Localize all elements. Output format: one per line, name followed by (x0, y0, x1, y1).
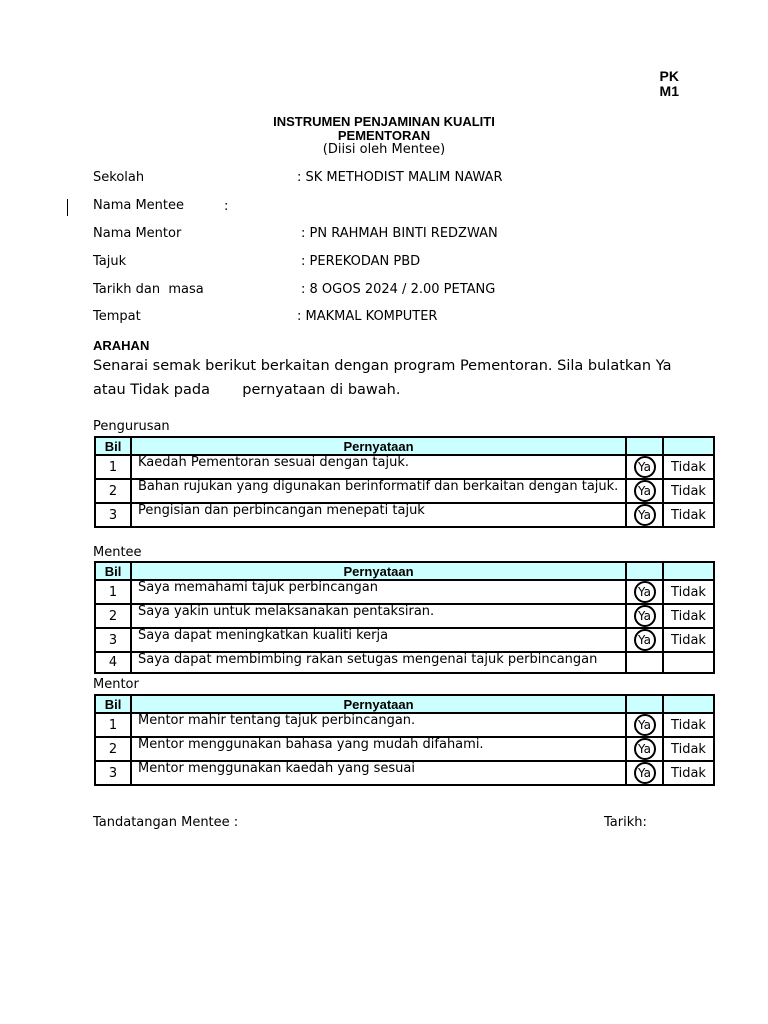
ya-circled: Ya (634, 714, 656, 736)
row-bil: 3 (95, 761, 131, 785)
row-bil: 3 (95, 503, 131, 527)
ya-circled: Ya (634, 581, 656, 603)
header-pernyataan: Pernyataan (131, 562, 626, 580)
field-value-nama-mentee: : (224, 199, 229, 214)
ya-circled: Ya (634, 762, 656, 784)
header-pernyataan: Pernyataan (131, 695, 626, 713)
row-statement: Saya dapat membimbing rakan setugas mengenai tajuk perbincangan (131, 652, 626, 673)
row-statement: Pengisian dan perbincangan menepati tajuk (131, 503, 626, 527)
tidak-option[interactable]: Tidak (663, 580, 714, 604)
tidak-option[interactable]: Tidak (663, 628, 714, 652)
table-header-row (95, 437, 714, 455)
header-tidak (663, 695, 714, 713)
table-row (95, 652, 714, 673)
table-row (95, 713, 714, 737)
header-bil: Bil (95, 437, 131, 455)
row-bil: 1 (95, 713, 131, 737)
tidak-option[interactable] (663, 652, 714, 673)
header-pernyataan: Pernyataan (131, 437, 626, 455)
arahan-line-1: Senarai semak berikut berkaitan dengan program Pementoran. Sila bulatkan Ya (93, 358, 672, 374)
field-label-tarikh-masa: Tarikh dan masa (93, 282, 204, 297)
tidak-option[interactable]: Tidak (663, 713, 714, 737)
row-bil: 1 (95, 455, 131, 479)
tidak-option[interactable]: Tidak (663, 737, 714, 761)
table-header-row (95, 695, 714, 713)
tidak-option[interactable]: Tidak (663, 455, 714, 479)
row-bil: 2 (95, 479, 131, 503)
table-mentor (94, 694, 715, 786)
table-mentee (94, 561, 715, 674)
ya-option[interactable] (626, 761, 663, 785)
ya-circled: Ya (634, 629, 656, 651)
ya-option[interactable] (626, 737, 663, 761)
table-row (95, 479, 714, 503)
row-statement: Kaedah Pementoran sesuai dengan tajuk. (131, 455, 626, 479)
field-value-tempat: : MAKMAL KOMPUTER (297, 309, 438, 324)
arahan-heading: ARAHAN (93, 338, 150, 353)
arahan-line-2: atau Tidak pada pernyataan di bawah. (93, 382, 401, 398)
ya-option[interactable] (626, 580, 663, 604)
row-statement: Mentor mahir tentang tajuk perbincangan. (131, 713, 626, 737)
field-label-tempat: Tempat (93, 309, 141, 324)
row-statement: Bahan rujukan yang digunakan berinformatif dan berkaitan dengan tajuk. (131, 479, 626, 503)
section-title-mentor: Mentor (93, 677, 139, 692)
header-bil: Bil (95, 562, 131, 580)
ya-circled: Ya (634, 456, 656, 478)
tidak-option[interactable]: Tidak (663, 761, 714, 785)
tidak-option[interactable]: Tidak (663, 479, 714, 503)
table-row (95, 503, 714, 527)
row-bil: 4 (95, 652, 131, 673)
field-value-tarikh-masa: : 8 OGOS 2024 / 2.00 PETANG (301, 282, 496, 297)
form-note: (Diisi oleh Mentee) (322, 142, 446, 157)
tidak-option[interactable]: Tidak (663, 604, 714, 628)
ya-option[interactable] (626, 604, 663, 628)
row-bil: 1 (95, 580, 131, 604)
table-row (95, 580, 714, 604)
tidak-option[interactable]: Tidak (663, 503, 714, 527)
section-title-mentee: Mentee (93, 545, 142, 560)
table-row (95, 761, 714, 785)
ya-option[interactable] (626, 652, 663, 673)
signature-label: Tandatangan Mentee : (93, 815, 239, 830)
field-value-tajuk: : PEREKODAN PBD (301, 254, 421, 269)
header-tidak (663, 562, 714, 580)
row-statement: Mentor menggunakan kaedah yang sesuai (131, 761, 626, 785)
form-subtitle: PEMENTORAN (337, 128, 431, 143)
field-label-sekolah: Sekolah (93, 170, 145, 185)
ya-circled: Ya (634, 605, 656, 627)
row-statement: Saya dapat meningkatkan kualiti kerja (131, 628, 626, 652)
ya-option[interactable] (626, 713, 663, 737)
ya-option[interactable] (626, 628, 663, 652)
row-statement: Saya memahami tajuk perbincangan (131, 580, 626, 604)
field-label-nama-mentee: Nama Mentee (93, 198, 184, 213)
header-ya (626, 437, 663, 455)
text-cursor (67, 199, 68, 216)
table-row (95, 628, 714, 652)
table-pengurusan (94, 436, 715, 528)
table-header-row (95, 562, 714, 580)
row-bil: 2 (95, 604, 131, 628)
row-statement: Saya yakin untuk melaksanakan pentaksiran. (131, 604, 626, 628)
section-title-pengurusan: Pengurusan (93, 419, 170, 434)
ya-option[interactable] (626, 479, 663, 503)
form-code-line1: PK (659, 68, 679, 84)
ya-circled: Ya (634, 480, 656, 502)
row-bil: 3 (95, 628, 131, 652)
field-value-nama-mentor: : PN RAHMAH BINTI REDZWAN (301, 226, 498, 241)
ya-circled: Ya (634, 504, 656, 526)
header-bil: Bil (95, 695, 131, 713)
header-ya (626, 562, 663, 580)
date-label: Tarikh: (604, 815, 647, 830)
field-label-nama-mentor: Nama Mentor (93, 226, 182, 241)
form-code (660, 69, 679, 99)
header-tidak (663, 437, 714, 455)
table-row (95, 737, 714, 761)
form-code-line2: M1 (659, 83, 679, 99)
ya-option[interactable] (626, 455, 663, 479)
field-label-tajuk: Tajuk (93, 254, 127, 269)
ya-option[interactable] (626, 503, 663, 527)
form-title: INSTRUMEN PENJAMINAN KUALITI (273, 114, 495, 129)
field-value-sekolah: : SK METHODIST MALIM NAWAR (297, 170, 503, 185)
table-row (95, 455, 714, 479)
ya-circled: Ya (634, 738, 656, 760)
header-ya (626, 695, 663, 713)
row-bil: 2 (95, 737, 131, 761)
row-statement: Mentor menggunakan bahasa yang mudah difahami. (131, 737, 626, 761)
table-row (95, 604, 714, 628)
